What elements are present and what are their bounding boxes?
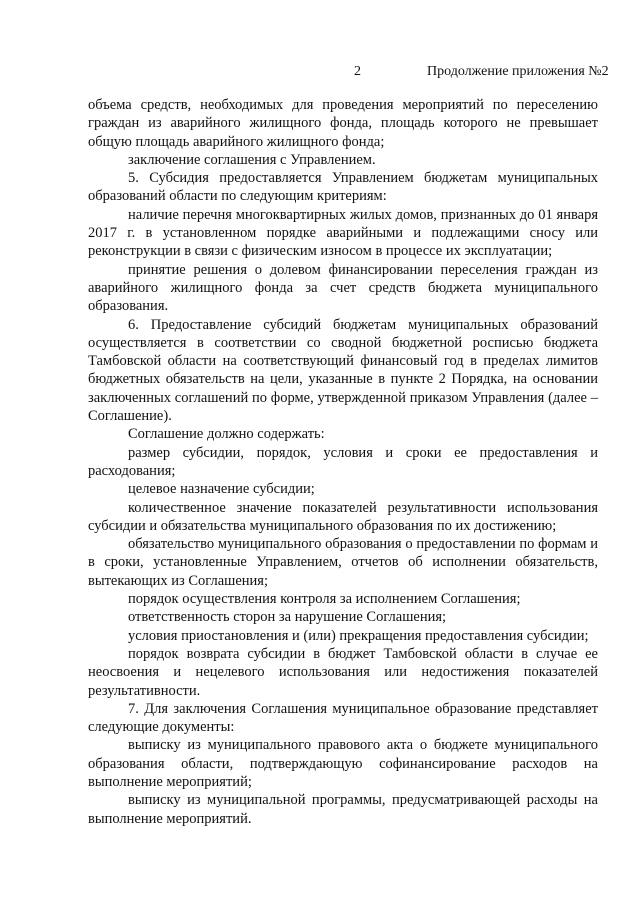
appendix-continuation-note: Продолжение приложения №2 xyxy=(427,64,609,79)
paragraph: 6. Предоставление субсидий бюджетам муниципальных образований осуществляется в соответствии со сводной бюджетной росписью бюджета Тамбовской области на соответствующий финансовый год в пределах лимитов бюджетных обязательств на цели, указанные в пункте 2 Порядка, на основании заключенных соглашений по форме, утвержденной приказом Управления (далее – Соглашение). xyxy=(88,316,598,425)
paragraph: условия приостановления и (или) прекращения предоставления субсидии; xyxy=(128,627,589,644)
paragraph: объема средств, необходимых для проведения мероприятий по переселению граждан из аварийного жилищного фонда, площадь которого не превышает общую площадь аварийного жилищного фонда; xyxy=(88,97,598,150)
paragraph: количественное значение показателей результативности использования субсидии и обязательства муниципального образования по их достижению; xyxy=(88,499,598,534)
paragraph: наличие перечня многоквартирных жилых домов, признанных до 01 января 2017 г. в установленном порядке аварийными и подлежащими сносу или реконструкции в связи с физическим износом в процессе их эксплуатации; xyxy=(88,206,598,260)
paragraph: размер субсидии, порядок, условия и сроки ее предоставления и расходования; xyxy=(88,444,598,479)
paragraph: порядок возврата субсидии в бюджет Тамбовской области в случае ее неосвоения и нецелевого использования или недостижения показателей результативности. xyxy=(88,645,598,699)
paragraph: ответственность сторон за нарушение Соглашения; xyxy=(128,609,447,626)
paragraph: порядок осуществления контроля за исполнением Соглашения; xyxy=(128,591,521,608)
paragraph: выписку из муниципальной программы, предусматривающей расходы на выполнение мероприятий. xyxy=(88,792,598,827)
paragraph: целевое назначение субсидии; xyxy=(128,481,315,498)
paragraph: 5. Субсидия предоставляется Управлением бюджетам муниципальных образований области по следующим критериям: xyxy=(88,170,598,205)
paragraph: 7. Для заключения Соглашения муниципальное образование представляет следующие документы: xyxy=(88,700,598,736)
paragraph: выписку из муниципального правового акта о бюджете муниципального образования области, подтверждающую софинансирование расходов на выполнение мероприятий; xyxy=(88,737,598,790)
paragraph: принятие решения о долевом финансировании переселения граждан из аварийного жилищного фонда за счет средств бюджета муниципального образования. xyxy=(88,261,598,315)
paragraph: обязательство муниципального образования о предоставлении по формам и в сроки, установленные Управлением, отчетов об исполнении обязательств, вытекающих из Соглашения; xyxy=(88,536,598,589)
paragraph: заключение соглашения с Управлением. xyxy=(128,151,376,168)
page-number: 2 xyxy=(354,64,361,79)
document-body xyxy=(88,96,598,828)
paragraph: Соглашение должно содержать: xyxy=(128,426,325,443)
